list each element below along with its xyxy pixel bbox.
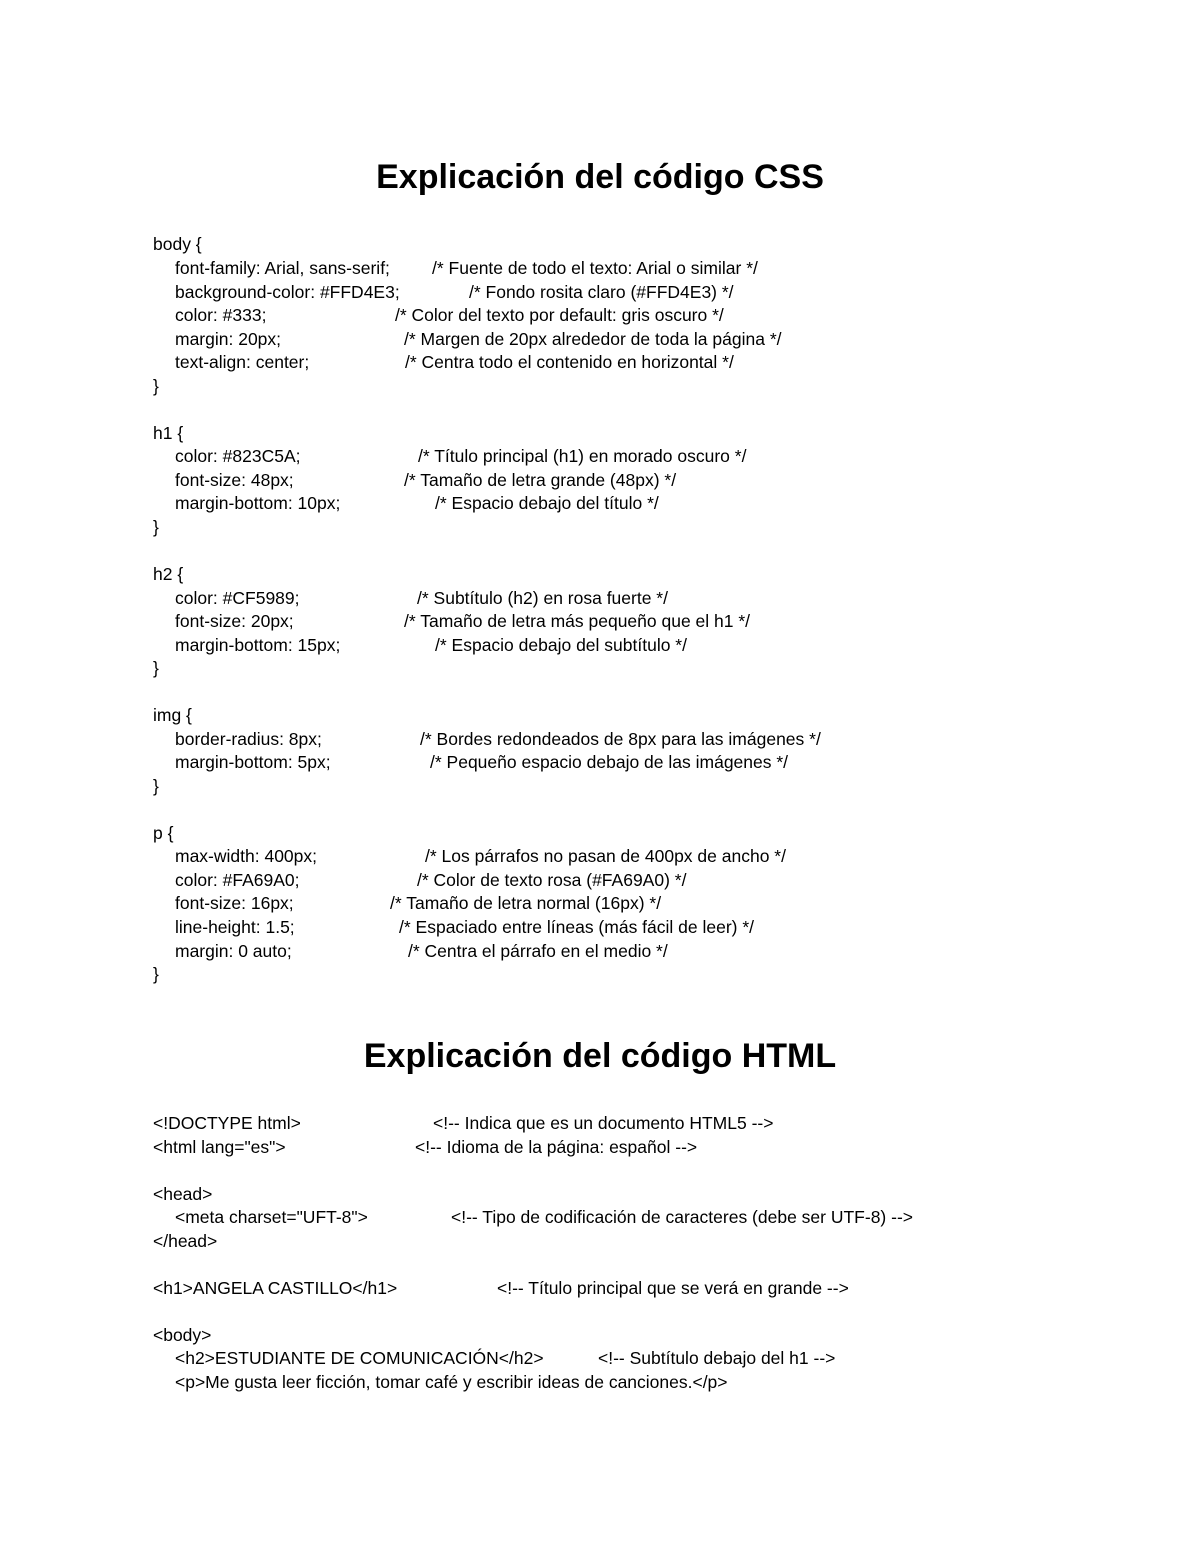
code-text: <!DOCTYPE html>: [153, 1113, 301, 1133]
code-comment: /* Color de texto rosa (#FA69A0) */: [417, 870, 687, 890]
code-text: }: [153, 776, 159, 796]
code-line: [153, 515, 159, 539]
code-comment: <!-- Indica que es un documento HTML5 -->: [433, 1113, 774, 1133]
code-line: [153, 1229, 217, 1253]
code-line: [175, 915, 755, 939]
code-comment: /* Margen de 20px alrededor de toda la página */: [404, 329, 782, 349]
code-text: margin-bottom: 5px;: [175, 752, 331, 772]
code-line: [153, 1276, 849, 1300]
code-comment: /* Color del texto por default: gris oscuro */: [395, 305, 724, 325]
code-comment: /* Tamaño de letra más pequeño que el h1 */: [404, 611, 751, 631]
code-text: font-family: Arial, sans-serif;: [175, 258, 390, 278]
code-line: [153, 1182, 212, 1206]
code-text: font-size: 48px;: [175, 470, 294, 490]
code-line: [153, 1135, 698, 1159]
code-line: [175, 939, 668, 963]
code-text: <html lang="es">: [153, 1137, 286, 1157]
code-line: [175, 1205, 913, 1229]
code-text: }: [153, 517, 159, 537]
code-line: [153, 703, 192, 727]
code-line: [175, 609, 751, 633]
code-line: [153, 1323, 211, 1347]
code-text: body {: [153, 234, 202, 254]
code-comment: <!-- Título principal que se verá en grande -->: [497, 1278, 849, 1298]
code-line: [175, 491, 659, 515]
code-text: img {: [153, 705, 192, 725]
code-line: [175, 1370, 728, 1394]
code-line: [175, 750, 789, 774]
code-comment: /* Centra todo el contenido en horizontal */: [405, 352, 734, 372]
code-line: [153, 562, 183, 586]
code-text: <meta charset="UFT-8">: [175, 1207, 368, 1227]
code-line: [175, 891, 662, 915]
code-comment: /* Bordes redondeados de 8px para las imágenes */: [420, 729, 821, 749]
code-text: font-size: 16px;: [175, 893, 294, 913]
code-line: [175, 844, 786, 868]
code-text: </head>: [153, 1231, 218, 1251]
code-line: [175, 633, 687, 657]
code-line: [153, 421, 183, 445]
code-line: [175, 468, 677, 492]
code-text: color: #333;: [175, 305, 267, 325]
code-comment: /* Espacio debajo del subtítulo */: [435, 635, 687, 655]
code-text: max-width: 400px;: [175, 846, 318, 866]
code-text: <p>Me gusta leer ficción, tomar café y escribir ideas de canciones.</p>: [175, 1372, 728, 1392]
code-text: line-height: 1.5;: [175, 917, 295, 937]
code-text: color: #CF5989;: [175, 588, 300, 608]
code-comment: <!-- Tipo de codificación de caracteres (debe ser UTF-8) -->: [451, 1207, 913, 1227]
code-line: [153, 232, 202, 256]
code-text: color: #FA69A0;: [175, 870, 300, 890]
code-line: [153, 962, 159, 986]
code-comment: /* Espaciado entre líneas (más fácil de leer) */: [399, 917, 755, 937]
code-text: <body>: [153, 1325, 212, 1345]
code-text: margin-bottom: 10px;: [175, 493, 341, 513]
code-comment: /* Fondo rosita claro (#FFD4E3) */: [469, 282, 734, 302]
code-line: [175, 327, 782, 351]
code-comment: <!-- Subtítulo debajo del h1 -->: [598, 1348, 836, 1368]
code-comment: /* Tamaño de letra grande (48px) */: [404, 470, 677, 490]
code-comment: /* Los párrafos no pasan de 400px de ancho */: [425, 846, 786, 866]
code-comment: /* Título principal (h1) en morado oscuro */: [418, 446, 747, 466]
code-line: [175, 586, 668, 610]
code-line: [153, 821, 173, 845]
code-text: }: [153, 376, 159, 396]
code-comment: <!-- Idioma de la página: español -->: [415, 1137, 698, 1157]
code-text: color: #823C5A;: [175, 446, 301, 466]
code-text: <head>: [153, 1184, 213, 1204]
code-text: p {: [153, 823, 174, 843]
code-comment: /* Centra el párrafo en el medio */: [408, 941, 668, 961]
code-comment: /* Espacio debajo del título */: [435, 493, 659, 513]
code-line: [175, 303, 724, 327]
code-text: font-size: 20px;: [175, 611, 294, 631]
code-text: text-align: center;: [175, 352, 310, 372]
code-line: [175, 350, 734, 374]
code-comment: /* Fuente de todo el texto: Arial o similar */: [432, 258, 758, 278]
code-line: [153, 774, 159, 798]
code-text: margin: 20px;: [175, 329, 282, 349]
html-section-title: Explicación del código HTML: [363, 1037, 837, 1075]
code-line: [153, 374, 159, 398]
code-text: }: [153, 964, 159, 984]
code-text: <h1>ANGELA CASTILLO</h1>: [153, 1278, 398, 1298]
code-line: [175, 256, 758, 280]
code-line: [153, 656, 159, 680]
code-text: <h2>ESTUDIANTE DE COMUNICACIÓN</h2>: [175, 1348, 544, 1368]
code-line: [175, 868, 687, 892]
code-text: border-radius: 8px;: [175, 729, 322, 749]
code-text: h1 {: [153, 423, 184, 443]
code-comment: /* Subtítulo (h2) en rosa fuerte */: [417, 588, 668, 608]
code-line: [175, 1346, 836, 1370]
code-text: margin: 0 auto;: [175, 941, 292, 961]
code-comment: /* Tamaño de letra normal (16px) */: [390, 893, 662, 913]
code-line: [175, 727, 821, 751]
code-text: }: [153, 658, 159, 678]
code-line: [175, 444, 747, 468]
code-line: [153, 1111, 774, 1135]
code-comment: /* Pequeño espacio debajo de las imágenes */: [430, 752, 789, 772]
code-line: [175, 280, 734, 304]
css-section-title: Explicación del código CSS: [376, 158, 824, 196]
code-text: margin-bottom: 15px;: [175, 635, 341, 655]
code-text: background-color: #FFD4E3;: [175, 282, 400, 302]
code-text: h2 {: [153, 564, 184, 584]
